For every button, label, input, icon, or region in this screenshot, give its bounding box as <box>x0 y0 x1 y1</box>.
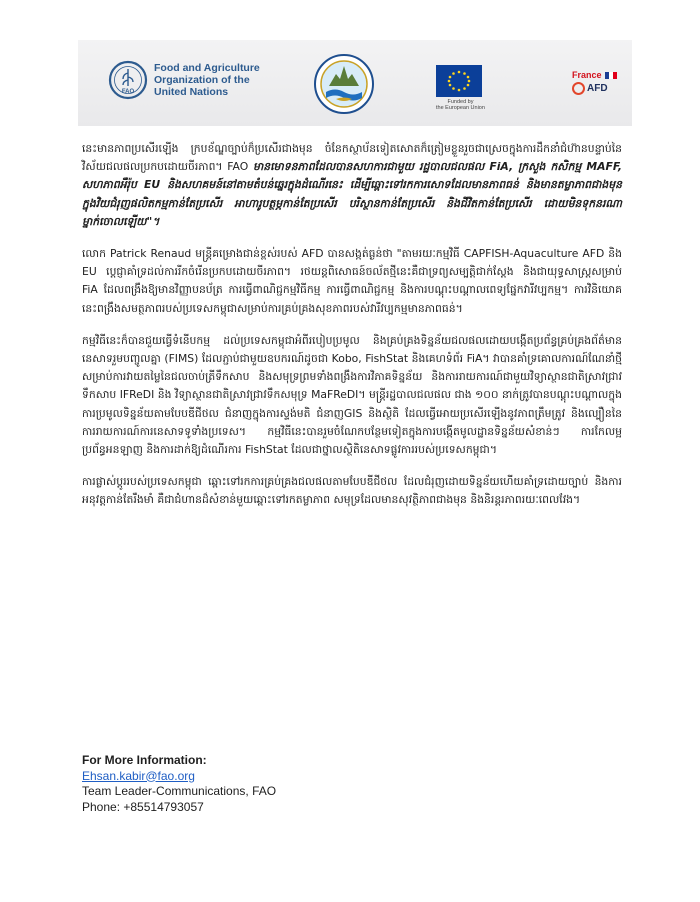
logo-banner <box>78 40 632 126</box>
eu-caption-line-2: the European Union <box>436 105 485 111</box>
fao-name-line-1: Food and Agriculture <box>154 62 260 74</box>
afd-logo <box>572 70 617 95</box>
eu-caption-line-1: Funded by <box>447 99 474 105</box>
afd-wordmark <box>572 82 617 95</box>
contact-title: For More Information: <box>82 753 207 767</box>
paragraph-1 <box>82 140 622 231</box>
contact-role: Team Leader-Communications, FAO <box>82 784 277 798</box>
fao-quote: មានមោទនភាពដែលបានសហការជាមួយ រដ្ឋបាលជលផល FiA, ក្រសួង កសិកម្ម MAFF, សហភាពអឺរ៉ុប EU និងសហគមន៍នៅតាមតំបន់ឆ្នេរក្នុងដំណើរនេះ ដើម្បីឆ្ពោះទៅរកការសោទដែលមានភាពធន់ និងមានតម្លាភាពជាងមុន ក្នុងវិយជំរុញផលិតកម្មកាន់តែប្រសើរ អាហារូបត្ថម្ភកាន់តែប្រសើរ បរិស្ថានកាន់តែប្រសើរ និងជីវិតកាន់តែប្រសើរ ដោយមិនទុកនរណាម្នាក់ចោលឡើយ"។ <box>82 160 622 228</box>
fao-name-line-3: United Nations <box>154 86 229 98</box>
paragraph-2: លោក Patrick Renaud មន្ត្រីគម្រោងជាន់ខ្ពស់របស់ AFD បានសង្កត់ធ្ងន់ថា "តាមរយៈកម្មវិធី CAPFISH-Aquaculture AFD និង EU ប្តេជ្ញាគាំទ្រដល់ការរីកចំរើនប្រកបដោយចីរភាព។ រថយន្តពិសោធន៍ចល័តថ្មីនេះគឺជាទ្រព្យសម្បត្តិជាក់ស្តែង និងជាយុទ្ធសាស្ត្រសម្រាប់ FiA ដែលពង្រឹងឱ្យមានវិញ្ញាបនប័ត្រ ការធ្វើពាណិជ្ជកម្មវិធីកម្ម ការធ្វើពាណិជ្ជកម្ម និងការបណ្តុះបណ្តាលពេទ្យផ្នែកវារីវប្បកម្ម។ ការវិនិយោគនេះពង្រឹងសមត្ថភាពរបស់ប្រទេសកម្ពុជាសម្រាប់ការគ្រប់គ្រងសុខភាពរបស់វារីវប្បកម្មមានភាពធន់។ <box>82 247 622 315</box>
afd-ring-icon <box>572 82 585 95</box>
afd-name: AFD <box>587 83 608 94</box>
afd-country-label: France <box>572 70 602 80</box>
paragraph-4: ការផ្លាស់ប្តូររបស់ប្រទេសកម្ពុជា ឆ្ពោះទៅរកការគ្រប់គ្រងជលផលតាមបែបឌីជីថល ដែលជំរុញដោយទិន្នន័យហើយគាំទ្រដោយច្បាប់ និងការអនុវត្តកាន់តែរឹងមាំ គឺជាជំហានដ៏សំខាន់មួយឆ្ពោះទៅរកតម្លាភាព សមុទ្រដែលមានសុវត្ថិភាពជាងមុន និងនិរន្តរភាពរយៈពេលវែង។ <box>82 475 622 507</box>
contact-phone: Phone: +85514793057 <box>82 799 204 814</box>
afd-country <box>572 70 617 80</box>
eu-caption <box>436 99 485 111</box>
fao-emblem-icon <box>108 60 148 100</box>
fao-logo-group <box>108 60 260 100</box>
svg-text:FAO: FAO <box>121 89 135 95</box>
contact-email-link[interactable]: Ehsan.kabir@fao.org <box>82 768 195 783</box>
eu-flag-icon <box>436 65 482 97</box>
press-release-body <box>82 140 622 524</box>
fao-name-line-2: Organization of the <box>154 74 250 86</box>
eu-logo <box>436 65 485 111</box>
paragraph-1-text: នេះមានភាពប្រសើរឡើង ក្របខ័ណ្ឌច្បាប់ក៏ប្រសើរជាងមុន ចំនែកស្ថាប័នទៀតសោតក៏ត្រៀមខ្លួនរួចជាស្រេចក្នុងការដឹកនាំជំហ៊ានបន្ទាប់នៃវិស័យជលផលប្រកបដោយចីរភាព។ FAO <box>82 142 622 174</box>
paragraph-3: កម្មវិធីនេះក៏បានជួយធ្វើទំនើបកម្ម ដល់ប្រទេសកម្ពុជាអំពីរបៀបប្រមូល និងគ្រប់គ្រងទិន្នន័យជលផលដោយបង្កើតប្រព័ន្ធគ្រប់គ្រងព័ត៌មាននេសាទរួមបញ្ចូលគ្នា (FIMS) ដែលភ្ជាប់ជាមួយឧបករណ៍ដូចជា Kobo, FishStat និងគេហទំព័រ FiA។ វាបានគាំទ្រគោលការណ៍ណែនាំថ្មីសម្រាប់ការវាយតម្លៃនៃជលចាប់ត្រីទឹកសាប និងសមុទ្រព្រមទាំងពង្រឹងការវិភាគទិន្នន័យ និងការរាយការណ៍ជាមួយវិទ្យាស្ថានជាតិស្រាវជ្រាវទឹកសាប IFReDI និង វិទ្យាស្ថានជាតិស្រាវជ្រាវទឹកសមុទ្រ MaFReDI។ មន្ត្រីរដ្ឋបាលជលផល ជាង ១០០ នាក់ត្រូវបានបណ្តុះបណ្តាលក្នុងការប្រមូលទិន្នន័យតាមបែបឌីជីថល ជំនាញក្នុងការស្ទង់មតិ ជំនាញGIS និងស្ថិតិ ដែលធ្វើអោយប្រសើរឡើងនូវភាពត្រឹមត្រូវ និងល្បឿននៃការរាយការណ៍ការនេសាទទូទាំងប្រទេស។ កម្មវិធីនេះបានរួមចំណែកបន្ថែមទៀតក្នុងការបង្កើតមូលដ្ឋានទិន្នន័យសំខាន់ៗ ការកែលម្អប្រព័ន្ធអនឡាញ និងការដាក់ឱ្យដំណើរការ FishStat ដែលជាថ្នាលស្ថិតិនេសាទផ្លូវការរបស់ប្រទេសកម្ពុជា។ <box>82 333 622 457</box>
fisheries-administration-emblem-icon <box>314 52 374 116</box>
france-flag-icon <box>605 72 617 79</box>
contact-info <box>82 753 276 815</box>
fao-name <box>154 62 260 98</box>
